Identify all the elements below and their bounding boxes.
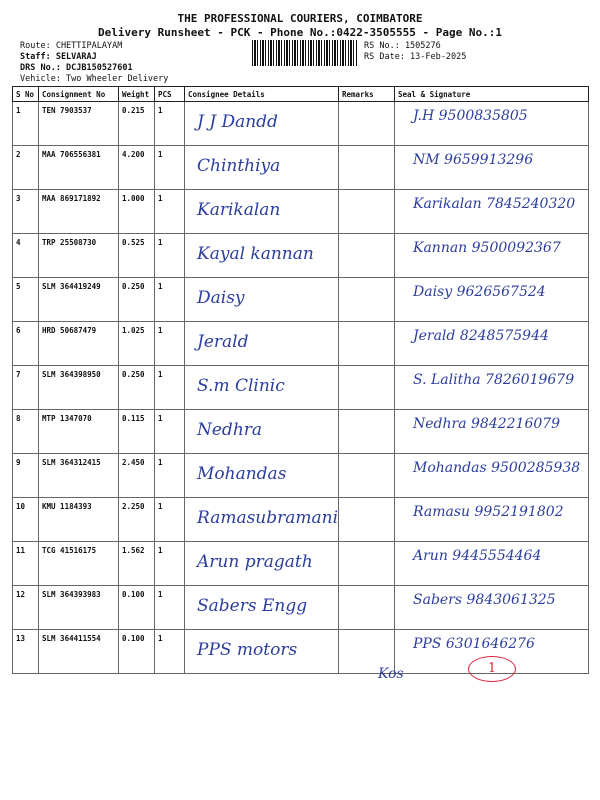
handwritten-signature: PPS 6301646276	[413, 636, 535, 652]
rs-date: RS Date: 13-Feb-2025	[364, 52, 467, 62]
col-remarks-header: Remarks	[339, 87, 395, 102]
sno-cell: 13	[13, 630, 39, 674]
sno-cell: 8	[13, 410, 39, 454]
consignment-cell: TRP 25508730	[39, 234, 119, 278]
table-row	[13, 234, 589, 278]
handwritten-signature: Arun 9445554464	[413, 548, 542, 564]
col-sno-header: S No	[13, 87, 39, 102]
handwritten-signature: Ramasu 9952191802	[413, 504, 564, 520]
consignee-cell	[185, 146, 339, 190]
col-weight-header: Weight	[119, 87, 155, 102]
sno-cell: 3	[13, 190, 39, 234]
weight-cell: 0.525	[119, 234, 155, 278]
handwritten-consignee: Daisy	[197, 288, 245, 308]
handwritten-consignee: Ramasubramani	[197, 508, 339, 528]
runsheet-table	[12, 86, 589, 674]
handwritten-consignee: Chinthiya	[197, 156, 281, 176]
sno-cell: 2	[13, 146, 39, 190]
consignee-cell	[185, 498, 339, 542]
signature-cell	[395, 498, 589, 542]
table-row	[13, 102, 589, 146]
handwritten-consignee: J J Dandd	[197, 112, 278, 132]
col-consignee-header: Consignee Details	[185, 87, 339, 102]
signature-cell	[395, 410, 589, 454]
col-signature-header: Seal & Signature	[395, 87, 589, 102]
weight-cell: 0.115	[119, 410, 155, 454]
pcs-cell: 1	[155, 278, 185, 322]
remarks-cell	[339, 190, 395, 234]
col-pcs-header: PCS	[155, 87, 185, 102]
handwritten-consignee: Kayal kannan	[197, 244, 314, 264]
remarks-cell	[339, 234, 395, 278]
company-title: THE PROFESSIONAL COURIERS, COIMBATORE	[177, 12, 423, 25]
signature-cell	[395, 454, 589, 498]
remarks-cell	[339, 146, 395, 190]
remarks-cell	[339, 498, 395, 542]
handwritten-consignee: Arun pragath	[197, 552, 313, 572]
consignment-cell: SLM 364393983	[39, 586, 119, 630]
weight-cell: 0.250	[119, 366, 155, 410]
handwritten-signature: Kannan 9500092367	[413, 240, 561, 256]
handwritten-signature: Daisy 9626567524	[413, 284, 546, 300]
consignment-cell: KMU 1184393	[39, 498, 119, 542]
pcs-cell: 1	[155, 190, 185, 234]
handwritten-signature: Jerald 8248575944	[413, 328, 549, 344]
sno-cell: 11	[13, 542, 39, 586]
weight-cell: 0.100	[119, 630, 155, 674]
table-row	[13, 190, 589, 234]
remarks-cell	[339, 102, 395, 146]
pcs-cell: 1	[155, 454, 185, 498]
barcode-image	[252, 40, 358, 66]
signature-cell	[395, 322, 589, 366]
consignment-cell: SLM 364411554	[39, 630, 119, 674]
signature-cell	[395, 190, 589, 234]
sno-cell: 5	[13, 278, 39, 322]
weight-cell: 4.200	[119, 146, 155, 190]
pcs-cell: 1	[155, 586, 185, 630]
consignee-cell	[185, 322, 339, 366]
weight-cell: 1.000	[119, 190, 155, 234]
sno-cell: 1	[13, 102, 39, 146]
page-number-mark: 1	[468, 656, 516, 682]
table-row	[13, 278, 589, 322]
runsheet-subtitle: Delivery Runsheet - PCK - Phone No.:0422-3505555 - Page No.:1	[98, 26, 502, 39]
weight-cell: 0.250	[119, 278, 155, 322]
signature-cell	[395, 278, 589, 322]
consignment-cell: SLM 364398950	[39, 366, 119, 410]
handwritten-signature: Mohandas 9500285938	[413, 460, 581, 476]
consignment-cell: MTP 1347070	[39, 410, 119, 454]
weight-cell: 2.250	[119, 498, 155, 542]
consignment-cell: TCG 41516175	[39, 542, 119, 586]
consignment-cell: HRD 50687479	[39, 322, 119, 366]
consignment-cell: SLM 364312415	[39, 454, 119, 498]
sno-cell: 4	[13, 234, 39, 278]
sno-cell: 6	[13, 322, 39, 366]
remarks-cell	[339, 586, 395, 630]
signature-cell	[395, 586, 589, 630]
handwritten-signature: J.H 9500835805	[413, 108, 528, 124]
consignee-cell	[185, 454, 339, 498]
handwritten-signature: Nedhra 9842216079	[413, 416, 561, 432]
remarks-cell	[339, 410, 395, 454]
col-consignment-header: Consignment No	[39, 87, 119, 102]
table-row	[13, 454, 589, 498]
sno-cell: 10	[13, 498, 39, 542]
handwritten-signature: S. Lalitha 7826019679	[413, 372, 575, 388]
signature-cell	[395, 234, 589, 278]
signature-cell	[395, 102, 589, 146]
consignment-cell: SLM 364419249	[39, 278, 119, 322]
table-row	[13, 366, 589, 410]
pcs-cell: 1	[155, 498, 185, 542]
remarks-cell	[339, 542, 395, 586]
consignment-cell: MAA 706556381	[39, 146, 119, 190]
pcs-cell: 1	[155, 102, 185, 146]
route-label: Route: CHETTIPALAYAM	[20, 41, 123, 51]
drs-number: DRS No.: DCJB150527601	[20, 63, 133, 73]
pcs-cell: 1	[155, 322, 185, 366]
pcs-cell: 1	[155, 366, 185, 410]
pcs-cell: 1	[155, 146, 185, 190]
signature-cell	[395, 146, 589, 190]
table-row	[13, 322, 589, 366]
vehicle-label: Vehicle: Two Wheeler Delivery	[20, 74, 169, 84]
pcs-cell: 1	[155, 542, 185, 586]
handwritten-consignee: Nedhra	[197, 420, 263, 440]
table-row	[13, 146, 589, 190]
consignee-cell	[185, 278, 339, 322]
handwritten-signature: Sabers 9843061325	[413, 592, 556, 608]
handwritten-signature: NM 9659913296	[413, 152, 534, 168]
remarks-cell	[339, 278, 395, 322]
consignee-cell	[185, 586, 339, 630]
rs-number: RS No.: 1505276	[364, 41, 441, 51]
pcs-cell: 1	[155, 234, 185, 278]
consignee-cell	[185, 630, 339, 674]
table-row	[13, 586, 589, 630]
remarks-cell	[339, 366, 395, 410]
remarks-cell	[339, 322, 395, 366]
table-row	[13, 498, 589, 542]
remarks-cell	[339, 454, 395, 498]
pcs-cell: 1	[155, 630, 185, 674]
sno-cell: 9	[13, 454, 39, 498]
weight-cell: 1.025	[119, 322, 155, 366]
handwritten-signature: Karikalan 7845240320	[413, 196, 576, 212]
consignment-cell: MAA 869171892	[39, 190, 119, 234]
handwritten-consignee: PPS motors	[197, 640, 298, 660]
signature-cell	[395, 542, 589, 586]
weight-cell: 0.215	[119, 102, 155, 146]
consignee-cell	[185, 234, 339, 278]
weight-cell: 0.100	[119, 586, 155, 630]
consignee-cell	[185, 542, 339, 586]
consignment-cell: TEN 7903537	[39, 102, 119, 146]
handwritten-consignee: Jerald	[197, 332, 249, 352]
table-header-row	[13, 87, 589, 102]
handwritten-consignee: S.m Clinic	[197, 376, 285, 396]
weight-cell: 1.562	[119, 542, 155, 586]
consignee-cell	[185, 190, 339, 234]
staff-label: Staff: SELVARAJ	[20, 52, 97, 62]
initials-mark: Kos	[378, 666, 404, 682]
weight-cell: 2.450	[119, 454, 155, 498]
handwritten-consignee: Mohandas	[197, 464, 287, 484]
consignee-cell	[185, 102, 339, 146]
signature-cell	[395, 366, 589, 410]
sno-cell: 12	[13, 586, 39, 630]
pcs-cell: 1	[155, 410, 185, 454]
handwritten-consignee: Karikalan	[197, 200, 281, 220]
handwritten-consignee: Sabers Engg	[197, 596, 308, 616]
table-row	[13, 542, 589, 586]
table-row	[13, 410, 589, 454]
sno-cell: 7	[13, 366, 39, 410]
consignee-cell	[185, 410, 339, 454]
consignee-cell	[185, 366, 339, 410]
